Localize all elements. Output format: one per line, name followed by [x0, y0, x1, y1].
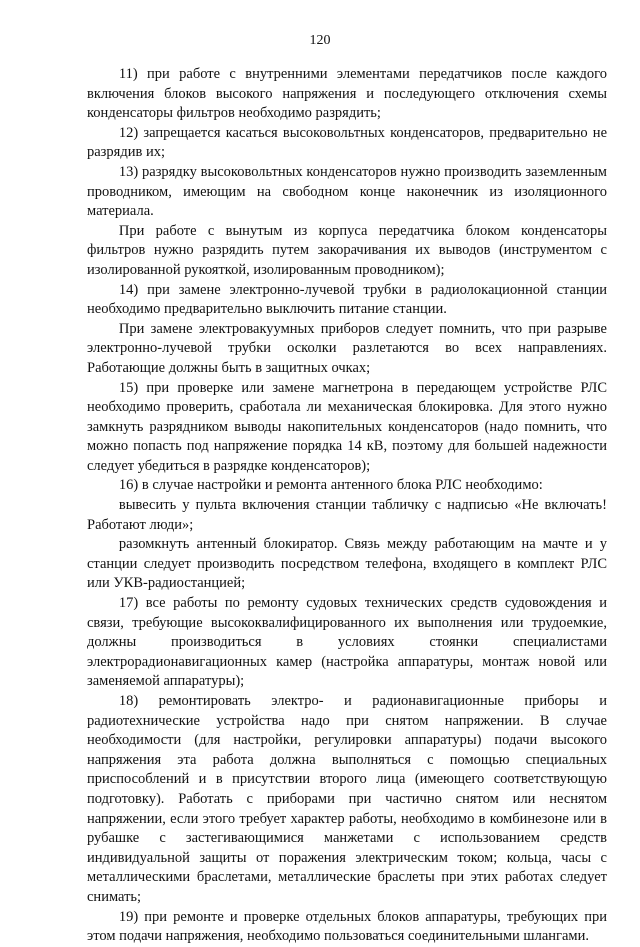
paragraph: 17) все работы по ремонту судовых технических средств судовождения и связи, требующие высококвалифицированного их выполнения или трудоемкие, должны производиться в условиях стоянки специалистами электрорадионавигационных камер (настройка аппаратуры, монтаж новой или заменяемой аппаратуры);	[87, 595, 607, 690]
page-number: 120	[309, 33, 331, 48]
paragraph: 13) разрядку высоковольтных конденсаторов нужно производить заземленным проводником, имеющим на свободном конце наконечник из изоляционного материала.	[87, 163, 607, 220]
paragraph: 18) ремонтировать электро- и радионавигационные приборы и радиотехнические устройства надо при снятом напряжении. В случае необходимости (для настройки, регулировки аппаратуры) подачи высокого напряжения эта работа должна выполняться с помощью специальных приспособлений и в присутствии второго лица (имеющего соответствующую подготовку). Работать с приборами при частично снятом или неснятом напряжении, если этого требует характер работы, необходимо в комбинезоне или в рубашке с застегивающимися манжетами с использованием средств индивидуальной защиты от поражения электрическим током; кольца, часы с металлическими браслетами, металлические браслеты при этих работах следует снимать;	[87, 693, 607, 905]
paragraph: 11) при работе с внутренними элементами передатчиков после каждого включения блоков высокого напряжения и последующего отключения схемы конденсаторы фильтров необходимо разрядить;	[87, 66, 607, 122]
paragraph: При замене электровакуумных приборов следует помнить, что при разрыве электронно-лучевой трубки осколки разлетаются во всех направлениях. Работающие должны быть в защитных очках;	[87, 320, 607, 376]
paragraph: 12) запрещается касаться высоковольтных конденсаторов, предварительно не разрядив их;	[87, 124, 607, 161]
document-body	[87, 65, 607, 947]
paragraph: 16) в случае настройки и ремонта антенного блока РЛС необходимо:	[118, 477, 543, 494]
paragraph: вывесить у пульта включения станции табличку с надписью «Не включать! Работают люди»;	[87, 497, 607, 533]
paragraph: 19) при ремонте и проверке отдельных блоков аппаратуры, требующих при этом подачи напряжения, необходимо пользоваться соединительными шлангами.	[87, 908, 607, 945]
paragraph: 14) при замене электронно-лучевой трубки в радиолокационной станции необходимо предварительно выключить питание станции.	[87, 281, 607, 318]
paragraph: разомкнуть антенный блокиратор. Связь между работающим на мачте и у станции следует производить посредством телефона, входящего в комплект РЛС или УКВ-радиостанцией;	[87, 536, 607, 592]
paragraph: При работе с вынутым из корпуса передатчика блоком конденсаторы фильтров нужно разрядить путем закорачивания их выводов (инструментом с изолированной рукояткой, изолированным проводником);	[87, 222, 607, 278]
paragraph: 15) при проверке или замене магнетрона в передающем устройстве РЛС необходимо проверить, сработала ли механическая блокировка. Для этого нужно замкнуть разрядником выводы накопительных конденсаторов (надо помнить, что можно попасть под напряжение порядка 14 кВ, поэтому для большей надежности следует убедиться в разрядке конденсаторов);	[87, 379, 607, 474]
